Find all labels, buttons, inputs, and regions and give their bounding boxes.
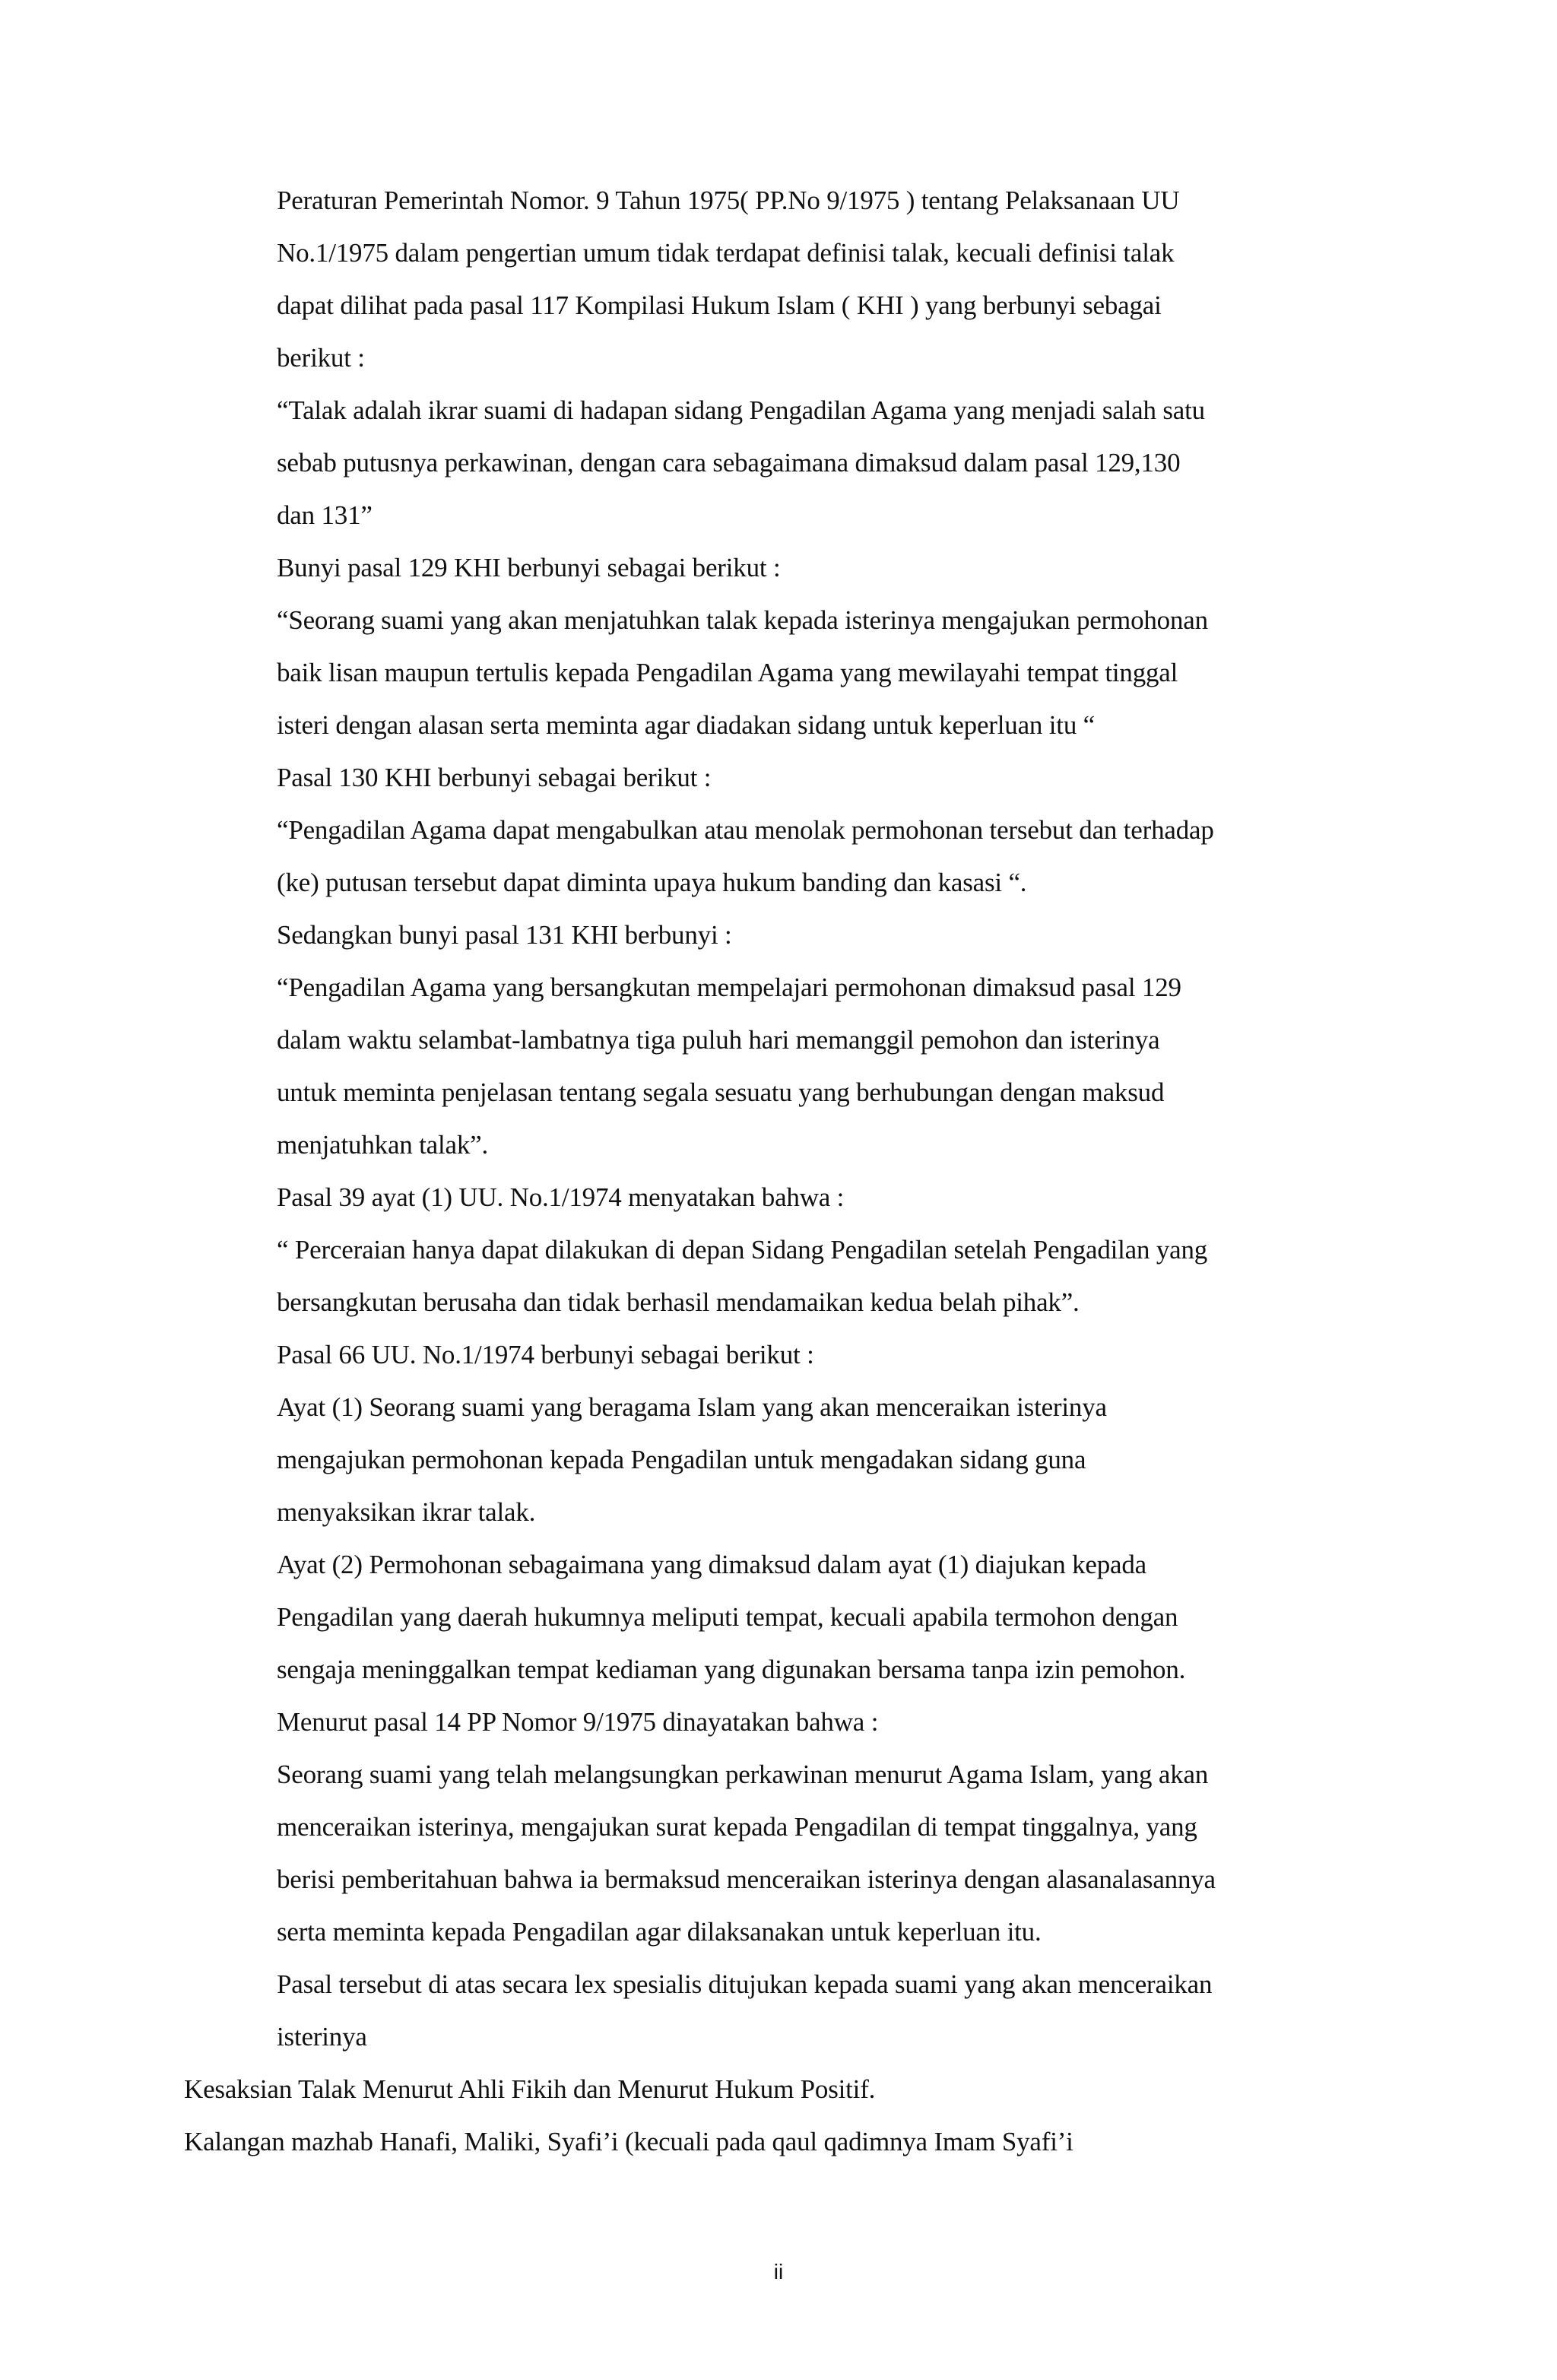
text-line: Pasal tersebut di atas secara lex spesialis ditujukan kepada suami yang akan menceraikan bbox=[277, 1969, 1213, 1999]
text-line: baik lisan maupun tertulis kepada Pengadilan Agama yang mewilayahi tempat tinggal bbox=[277, 658, 1178, 687]
text-line: Pengadilan yang daerah hukumnya meliputi tempat, kecuali apabila termohon dengan bbox=[277, 1602, 1178, 1632]
text-line: menceraikan isterinya, mengajukan surat kepada Pengadilan di tempat tinggalnya, yang bbox=[277, 1812, 1197, 1842]
text-line: Pasal 39 ayat (1) UU. No.1/1974 menyatakan bahwa : bbox=[277, 1182, 845, 1212]
text-line: sengaja meninggalkan tempat kediaman yang digunakan bersama tanpa izin pemohon. bbox=[277, 1655, 1186, 1684]
page-number: ii bbox=[773, 2260, 784, 2283]
section-heading: Kesaksian Talak Menurut Ahli Fikih dan Menurut Hukum Positif. bbox=[184, 2074, 876, 2104]
text-line: mengajukan permohonan kepada Pengadilan untuk mengadakan sidang guna bbox=[277, 1445, 1086, 1474]
text-line: isteri dengan alasan serta meminta agar diadakan sidang untuk keperluan itu “ bbox=[277, 710, 1096, 740]
text-line: isterinya bbox=[277, 2022, 367, 2052]
text-line: Pasal 66 UU. No.1/1974 berbunyi sebagai berikut : bbox=[277, 1340, 814, 1369]
text-line: Ayat (2) Permohonan sebagaimana yang dimaksud dalam ayat (1) diajukan kepada bbox=[277, 1550, 1146, 1579]
text-line: “Pengadilan Agama yang bersangkutan mempelajari permohonan dimaksud pasal 129 bbox=[277, 973, 1181, 1002]
text-line: “Pengadilan Agama dapat mengabulkan atau menolak permohonan tersebut dan terhadap bbox=[277, 815, 1214, 845]
text-line: “Talak adalah ikrar suami di hadapan sidang Pengadilan Agama yang menjadi salah satu bbox=[277, 395, 1205, 425]
text-line: serta meminta kepada Pengadilan agar dilaksanakan untuk keperluan itu. bbox=[277, 1917, 1042, 1947]
text-line: Kalangan mazhab Hanafi, Maliki, Syafi’i (kecuali pada qaul qadimnya Imam Syafi’i bbox=[184, 2127, 1073, 2156]
text-line: dapat dilihat pada pasal 117 Kompilasi Hukum Islam ( KHI ) yang berbunyi sebagai bbox=[277, 290, 1162, 320]
text-line: Pasal 130 KHI berbunyi sebagai berikut : bbox=[277, 763, 712, 792]
text-line: menyaksikan ikrar talak. bbox=[277, 1497, 536, 1527]
text-line: berisi pemberitahuan bahwa ia bermaksud menceraikan isterinya dengan alasanalasannya bbox=[277, 1864, 1216, 1894]
text-line: dalam waktu selambat-lambatnya tiga puluh hari memanggil pemohon dan isterinya bbox=[277, 1025, 1160, 1055]
text-line: Sedangkan bunyi pasal 131 KHI berbunyi : bbox=[277, 920, 732, 950]
text-line: untuk meminta penjelasan tentang segala sesuatu yang berhubungan dengan maksud bbox=[277, 1077, 1165, 1107]
text-line: (ke) putusan tersebut dapat diminta upaya hukum banding dan kasasi “. bbox=[277, 868, 1027, 897]
text-line: berikut : bbox=[277, 343, 365, 373]
text-line: “ Perceraian hanya dapat dilakukan di depan Sidang Pengadilan setelah Pengadilan yang bbox=[277, 1235, 1208, 1265]
text-line: sebab putusnya perkawinan, dengan cara sebagaimana dimaksud dalam pasal 129,130 bbox=[277, 448, 1181, 478]
text-line: Bunyi pasal 129 KHI berbunyi sebagai berikut : bbox=[277, 553, 781, 582]
text-line: Menurut pasal 14 PP Nomor 9/1975 dinayatakan bahwa : bbox=[277, 1707, 879, 1737]
text-line: Ayat (1) Seorang suami yang beragama Islam yang akan menceraikan isterinya bbox=[277, 1392, 1107, 1422]
text-line: Peraturan Pemerintah Nomor. 9 Tahun 1975( PP.No 9/1975 ) tentang Pelaksanaan UU bbox=[277, 186, 1180, 215]
text-line: menjatuhkan talak”. bbox=[277, 1130, 489, 1160]
text-line: dan 131” bbox=[277, 500, 373, 530]
text-line: “Seorang suami yang akan menjatuhkan talak kepada isterinya mengajukan permohonan bbox=[277, 605, 1208, 635]
text-line: Seorang suami yang telah melangsungkan perkawinan menurut Agama Islam, yang akan bbox=[277, 1760, 1209, 1789]
text-line: No.1/1975 dalam pengertian umum tidak terdapat definisi talak, kecuali definisi talak bbox=[277, 238, 1175, 268]
text-line: bersangkutan berusaha dan tidak berhasil mendamaikan kedua belah pihak”. bbox=[277, 1287, 1080, 1317]
